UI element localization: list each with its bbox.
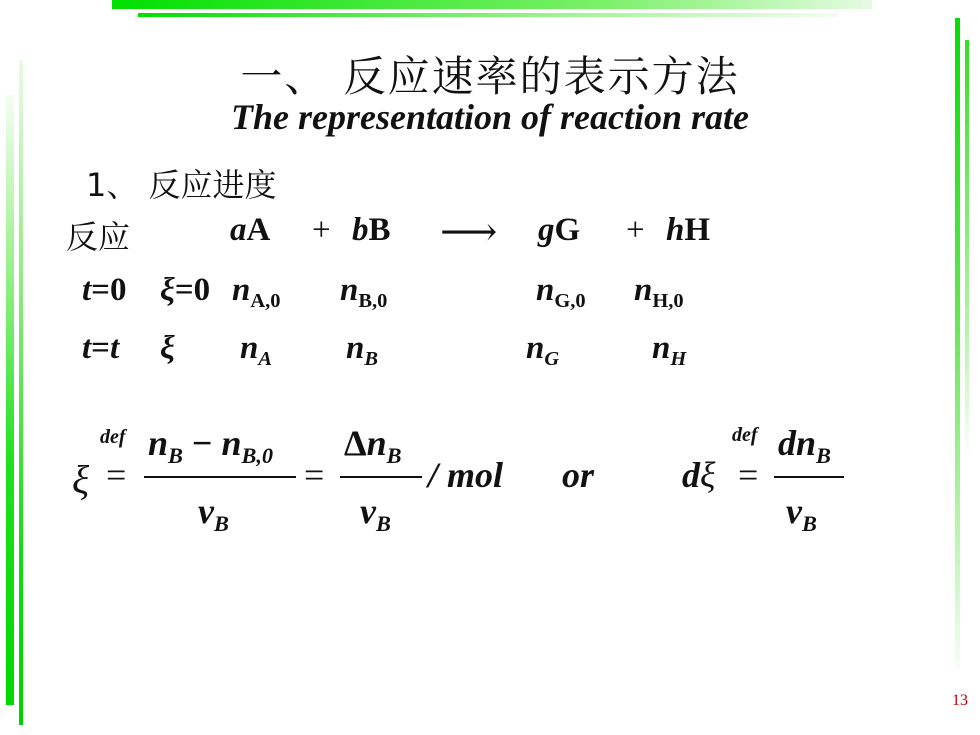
top-green-bar	[112, 0, 872, 9]
left-green-bar	[6, 95, 14, 705]
fraction-bar-3	[774, 476, 844, 478]
xi-zero-label: ξ=0	[160, 272, 211, 308]
def-label-2: def	[732, 424, 758, 446]
equals-def-1: =	[106, 455, 127, 495]
xi-label: ξ	[160, 330, 175, 366]
d-xi: dξ	[682, 455, 716, 495]
page-number: 13	[952, 692, 968, 709]
t-zero-label: t=0	[82, 272, 127, 308]
top-green-bar-thin	[138, 13, 838, 17]
or-word: or	[562, 455, 595, 495]
slide-title-chinese: 一、 反应速率的表示方法	[240, 52, 740, 101]
xi-symbol: ξ	[72, 457, 90, 502]
row-t-zero	[0, 272, 980, 316]
product-g: gG	[538, 212, 581, 248]
fraction-bar-2	[340, 476, 422, 478]
reaction-row	[0, 209, 980, 256]
extent-definition-formula	[0, 410, 980, 550]
denominator-2: $\nu_B$	[360, 491, 391, 536]
n-h: $n_H$	[652, 330, 687, 371]
numerator-1: $n_B - n_{B,0}$	[148, 423, 274, 468]
slide-title-english: The representation of reaction rate	[231, 97, 749, 137]
section-heading: 1、 反应进度	[86, 166, 277, 204]
numerator-3: $dn_B$	[778, 423, 831, 468]
denominator-3: $\nu_B$	[786, 491, 817, 536]
n-b-initial: $n_{B,0}$	[340, 272, 388, 313]
def-label-1: def	[100, 426, 126, 448]
n-b: $n_B$	[346, 330, 378, 371]
n-a: $n_A$	[240, 330, 272, 371]
equals-2: =	[304, 455, 325, 495]
left-green-bar-thin	[19, 60, 23, 725]
numerator-2: $\Delta n_B$	[344, 423, 402, 468]
unit-mol: / mol	[428, 455, 504, 495]
t-label: t=t	[82, 330, 120, 366]
reaction-label: 反应	[66, 218, 131, 256]
product-h: hH	[666, 212, 711, 248]
reactant-a: aA	[230, 212, 271, 248]
reactant-b: bB	[352, 212, 391, 248]
denominator-1: $\nu_B$	[198, 491, 229, 536]
row-t	[0, 330, 980, 374]
n-h-initial: $n_{H,0}$	[634, 272, 684, 313]
plus-sign-1: +	[312, 212, 331, 248]
equals-def-2: =	[738, 455, 759, 495]
n-g-initial: $n_{G,0}$	[536, 272, 586, 313]
n-g: $n_G$	[526, 330, 560, 371]
n-a-initial: $n_{A,0}$	[232, 272, 281, 313]
reaction-arrow: ⟶	[440, 209, 498, 254]
fraction-bar-1	[144, 476, 296, 478]
plus-sign-2: +	[626, 212, 645, 248]
